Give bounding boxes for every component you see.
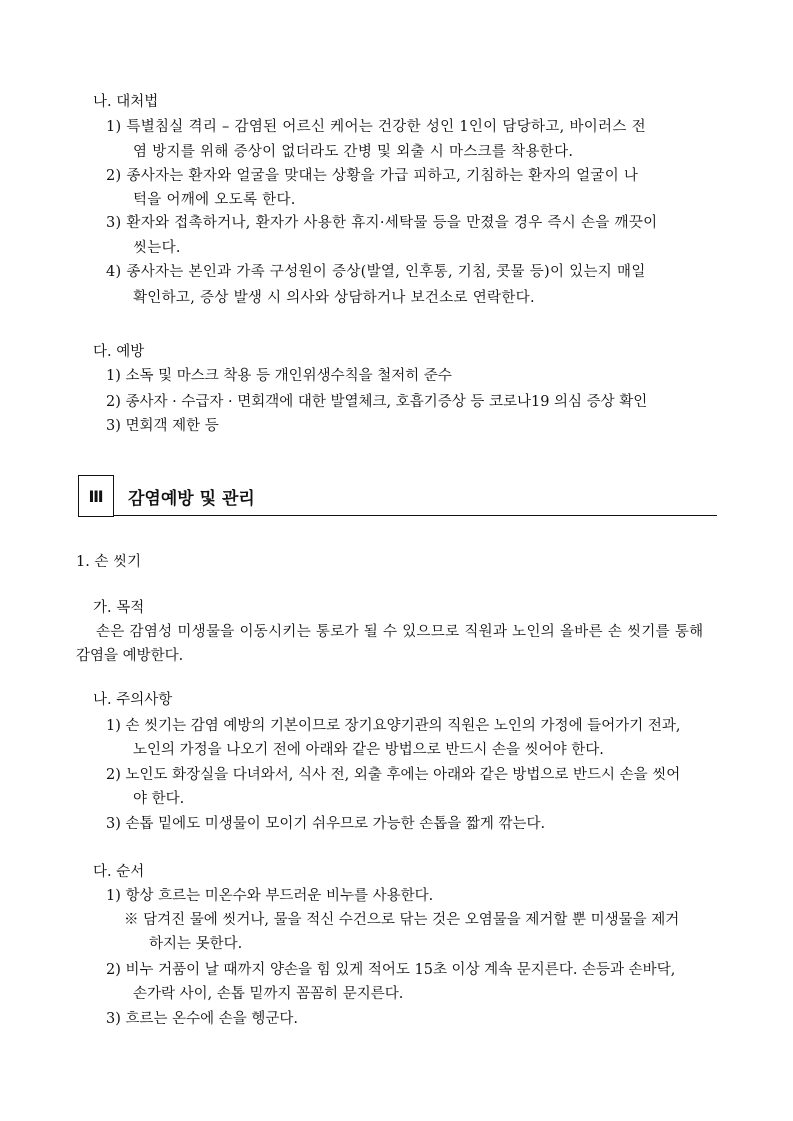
treatment-item-1-line-2: 염 방지를 위해 증상이 없더라도 간병 및 외출 시 마스크를 착용한다. (133, 144, 574, 160)
steps-item-2-line-1: 2) 비누 거품이 날 때까지 양손을 힘 있게 적어도 15초 이상 계속 문지른다. 손등과 손바닥, (106, 962, 676, 978)
section-header (78, 475, 717, 517)
treatment-item-2-line-1: 2) 종사자는 환자와 얼굴을 맞대는 상황을 가급 피하고, 기침하는 환자의 얼굴이 나 (106, 168, 639, 184)
treatment-heading: 나. 대처법 (93, 94, 159, 110)
section-underline (114, 515, 717, 516)
steps-item-3: 3) 흐르는 온수에 손을 헹군다. (106, 1011, 299, 1027)
treatment-item-3-line-2: 씻는다. (133, 240, 181, 256)
treatment-item-4-line-1: 4) 종사자는 본인과 가족 구성원이 증상(발열, 인후통, 기침, 콧물 등)이 있는지 매일 (106, 264, 646, 280)
purpose-line-1: 손은 감염성 미생물을 이동시키는 통로가 될 수 있으므로 직원과 노인의 올바른 손 씻기를 통해 (96, 624, 704, 640)
handwash-heading: 1. 손 씻기 (76, 554, 142, 570)
section-title: 감염예방 및 관리 (128, 489, 255, 509)
prevention-heading: 다. 예방 (93, 344, 145, 360)
prevention-item-1: 1) 소독 및 마스크 착용 등 개인위생수칙을 철저히 준수 (106, 368, 452, 384)
section-number-box: Ⅲ (78, 475, 114, 517)
steps-note-line-1: ※ 담겨진 물에 씻거나, 물을 적신 수건으로 닦는 것은 오염물을 제거할 뿐 미생물을 제거 (124, 912, 680, 928)
cautions-item-1-line-1: 1) 손 씻기는 감염 예방의 기본이므로 장기요양기관의 직원은 노인의 가정에 들어가기 전과, (106, 718, 681, 734)
treatment-item-1-line-1: 1) 특별침실 격리 – 감염된 어르신 케어는 건강한 성인 1인이 담당하고, 바이러스 전 (106, 119, 646, 135)
steps-note-line-2: 하지는 못한다. (149, 936, 243, 952)
cautions-heading: 나. 주의사항 (93, 692, 173, 708)
cautions-item-2-line-2: 야 한다. (133, 791, 185, 807)
prevention-item-3: 3) 면회객 제한 등 (106, 418, 219, 434)
cautions-item-1-line-2: 노인의 가정을 나오기 전에 아래와 같은 방법으로 반드시 손을 씻어야 한다. (133, 742, 604, 758)
treatment-item-3-line-1: 3) 환자와 접촉하거나, 환자가 사용한 휴지·세탁물 등을 만졌을 경우 즉시 손을 깨끗이 (106, 215, 658, 231)
cautions-item-3: 3) 손톱 밑에도 미생물이 모이기 쉬우므로 가능한 손톱을 짧게 깎는다. (106, 816, 546, 832)
prevention-item-2: 2) 종사자 · 수급자 · 면회객에 대한 발열체크, 호흡기증상 등 코로나19 의심 증상 확인 (106, 394, 648, 410)
cautions-item-2-line-1: 2) 노인도 화장실을 다녀와서, 식사 전, 외출 후에는 아래와 같은 방법으로 반드시 손을 씻어 (106, 767, 681, 783)
treatment-item-2-line-2: 턱을 어깨에 오도록 한다. (133, 192, 296, 208)
steps-item-1: 1) 항상 흐르는 미온수와 부드러운 비누를 사용한다. (106, 888, 434, 904)
purpose-line-2: 감염을 예방한다. (76, 648, 184, 664)
steps-heading: 다. 순서 (93, 864, 145, 880)
purpose-heading: 가. 목적 (93, 600, 145, 616)
steps-item-2-line-2: 손가락 사이, 손톱 밑까지 꼼꼼히 문지른다. (133, 986, 404, 1002)
treatment-item-4-line-2: 확인하고, 증상 발생 시 의사와 상담하거나 보건소로 연락한다. (133, 290, 535, 306)
